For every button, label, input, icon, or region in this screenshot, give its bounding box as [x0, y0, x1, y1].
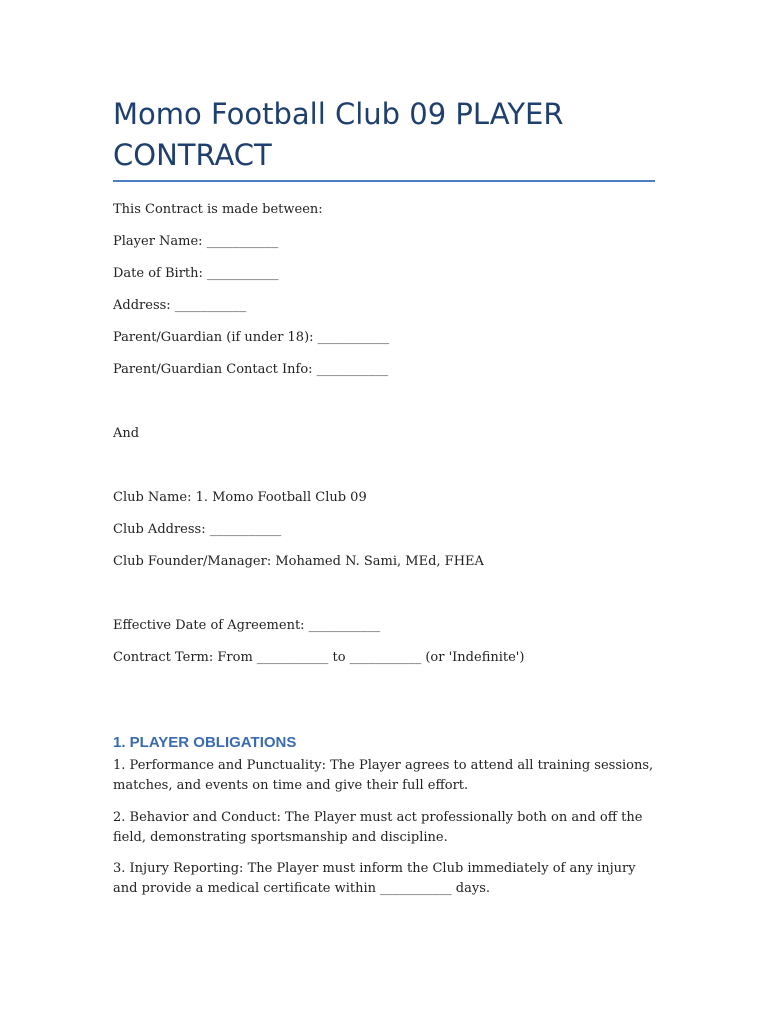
intro-text: This Contract is made between:: [113, 202, 323, 217]
title-divider: [113, 180, 655, 182]
club-address-field: Club Address: ___________: [113, 522, 282, 537]
and-label: And: [113, 426, 140, 441]
contract-term-field: Contract Term: From ___________ to ___________ (or 'Indefinite'): [113, 650, 525, 665]
club-founder-field: Club Founder/Manager: Mohamed N. Sami, MEd, FHEA: [113, 554, 484, 569]
parent-guardian-field: Parent/Guardian (if under 18): ___________: [113, 330, 390, 345]
player-name-field: Player Name: ___________: [113, 234, 279, 249]
obligation-item: 3. Injury Reporting: The Player must inform the Club immediately of any injury and provide a medical certificate within ___________ days.: [113, 861, 636, 896]
parent-guardian-contact-field: Parent/Guardian Contact Info: ___________: [113, 362, 389, 377]
date-of-birth-field: Date of Birth: ___________: [113, 266, 279, 281]
effective-date-field: Effective Date of Agreement: ___________: [113, 618, 381, 633]
document-title: Momo Football Club 09 PLAYER CONTRACT: [113, 97, 564, 172]
section-heading-player-obligations: 1. PLAYER OBLIGATIONS: [113, 734, 297, 751]
address-field: Address: ___________: [113, 298, 247, 313]
club-name-field: Club Name: 1. Momo Football Club 09: [113, 490, 367, 505]
obligation-item: 2. Behavior and Conduct: The Player must act professionally both on and off the field, demonstrating sportsmanship and discipline.: [113, 810, 643, 845]
obligation-item: 1. Performance and Punctuality: The Player agrees to attend all training sessions, matches, and events on time and give their full effort.: [113, 758, 654, 793]
